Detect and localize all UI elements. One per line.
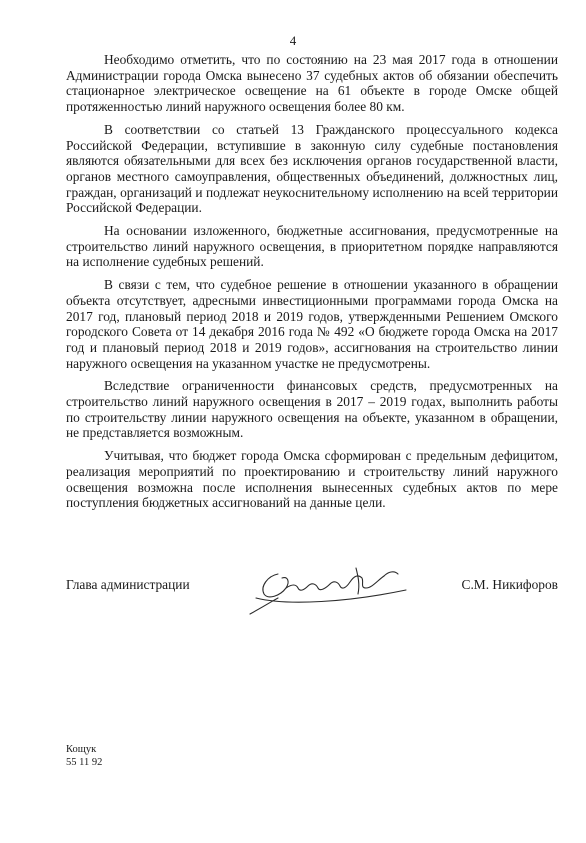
paragraph-investment-programs: В связи с тем, что судебное решение в отношении указанного в обращении объекта отсутствует, адресными инвестиционными программами города Омска на 2017 год, плановый период 2018 и 2019 годов, утвержденными Решением Омского городского Совета от 14 декабря 2016 года № 492 «О бюджете города Омска на 2017 год и плановый период 2018 и 2019 годов», ассигнования на строительство линии наружного освещения на указанном участке не предусмотрены. bbox=[66, 277, 558, 371]
executor-phone: 55 11 92 bbox=[66, 756, 103, 768]
paragraph-budget-priority: На основании изложенного, бюджетные ассигнования, предусмотренные на строительство линий наружного освещения, в приоритетном порядке направляются на исполнение судебных решений. bbox=[66, 223, 558, 270]
handwritten-signature-icon bbox=[238, 554, 418, 618]
signature-block bbox=[66, 560, 558, 620]
paragraph-court-acts: Необходимо отметить, что по состоянию на 23 мая 2017 года в отношении Администрации города Омска вынесено 37 судебных актов об обязании обеспечить стационарное электрическое освещение на 61 объекте в городе Омске общей протяженностью линий наружного освещения более 80 км. bbox=[66, 52, 558, 115]
signatory-name: С.М. Никифоров bbox=[461, 577, 558, 592]
executor-footer bbox=[66, 744, 102, 769]
paragraph-limited-funds: Вследствие ограниченности финансовых средств, предусмотренных на строительство линий наружного освещения в 2017 – 2019 годах, выполнить работы по строительству линии наружного освещения на объекте, указанном в обращении, не представляется возможным. bbox=[66, 378, 558, 441]
signatory-title: Глава администрации bbox=[66, 577, 190, 592]
paragraph-civil-code: В соответствии со статьей 13 Гражданского процессуального кодекса Российской Федерации, вступившие в законную силу судебные постановления являются обязательными для всех без исключения органов государственной власти, органов местного самоуправления, общественных объединений, должностных лиц, граждан, организаций и подлежат неукоснительному исполнению на всей территории Российской Федерации. bbox=[66, 121, 558, 216]
letter-body bbox=[66, 52, 558, 512]
executor-name: Кощук bbox=[66, 744, 97, 755]
paragraph-budget-deficit: Учитывая, что бюджет города Омска сформирован с предельным дефицитом, реализация мероприятий по проектированию и строительству линий наружного освещения возможна после исполнения вынесенных судебных актов по мере поступления бюджетных ассигнований на данные цели. bbox=[66, 448, 558, 511]
page-number: 4 bbox=[289, 33, 297, 48]
